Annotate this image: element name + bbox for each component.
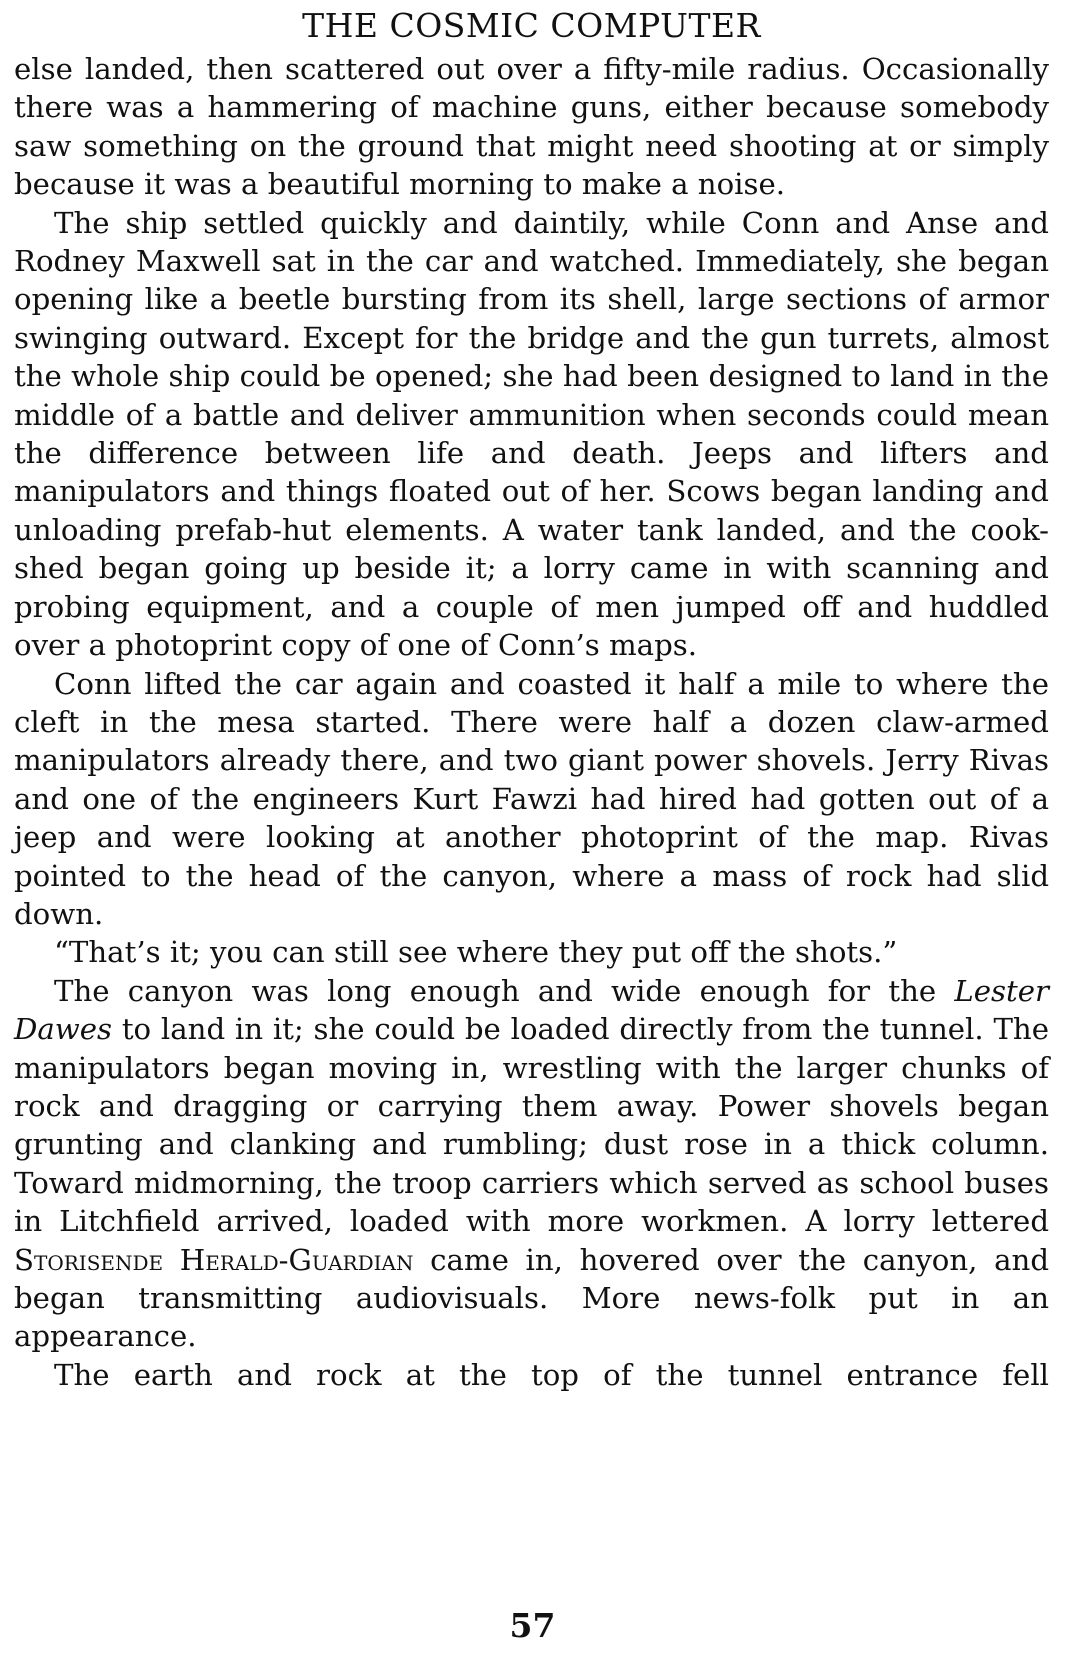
body-text — [14, 50, 1049, 1394]
ship-name: Lester Dawes — [14, 973, 1049, 1047]
paragraph-text: came in, hovered over the canyon, and began transmitting audiovisuals. More news-folk put in an appearance. — [14, 1242, 1050, 1354]
paragraph: Conn lifted the car again and coasted it half a mile to where the cleft in the mesa started. There were half a dozen claw-armed manipulators already there, and two giant power shovels. Jerry Rivas and one of the engineers Kurt Fawzi had hired had gotten out of a jeep and were looking at another photoprint of the map. Rivas pointed to the head of the canyon, where a mass of rock had slid down. — [14, 666, 1049, 931]
paragraph: else landed, then scattered out over a fifty-mile radius. Occasionally there was a hammering of machine guns, either because somebody saw something on the ground that might need shooting at or simply because it was a beautiful morning to make a noise. — [14, 52, 1049, 202]
paragraph: “That’s it; you can still see where they put off the shots.” — [54, 935, 898, 970]
paragraph-text: The canyon was long enough and wide enough for the — [54, 973, 955, 1008]
paragraph-text: to land in it; she could be loaded directly from the tunnel. The manipulators began moving in, wrestling with the larger chunks of rock and dragging or carrying them away. Power shovels began grunting and clanking and rumbling; dust rose in a thick column. Toward midmorning, the troop carriers which served as school buses in Litchfield arrived, loaded with more workmen. A lorry lettered — [14, 1012, 1049, 1239]
paragraph: The ship settled quickly and daintily, while Conn and Anse and Rodney Maxwell sat in the car and watched. Immediately, she began opening like a beetle bursting from its shell, large sections of armor swinging outward. Except for the bridge and the gun turrets, almost the whole ship could be opened; she had been designed to land in the middle of a battle and deliver ammunition when seconds could mean the difference between life and death. Jeeps and lifters and manipulators and things floated out of her. Scows began landing and unloading prefab-hut elements. A water tank landed, and the cook-shed began going up beside it; a lorry came in with scanning and probing equipment, and a couple of men jumped off and huddled over a photoprint copy of one of Conn’s maps. — [14, 205, 1049, 663]
running-head: THE COSMIC COMPUTER — [302, 6, 761, 45]
page-number: 57 — [509, 1606, 556, 1645]
paragraph — [14, 972, 1049, 1356]
newspaper-name: Storisende Herald-Guardian — [14, 1242, 414, 1277]
paragraph: The earth and rock at the top of the tunnel entrance fell — [54, 1357, 1049, 1392]
